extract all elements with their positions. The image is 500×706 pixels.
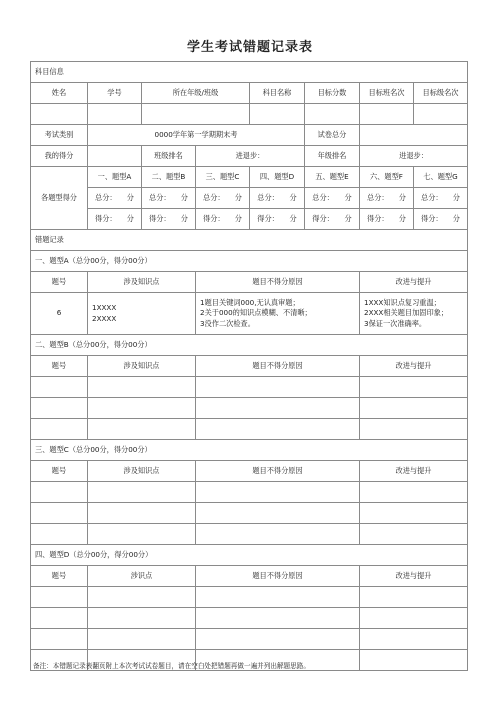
grade-class-field[interactable] [142, 104, 250, 125]
target-grade-rank-header: 目标级名次 [414, 83, 468, 104]
blank-row [31, 608, 468, 629]
subject-name-field[interactable] [250, 104, 305, 125]
section-title-d: 四、题型D（总分00分，得分00分） [31, 545, 468, 566]
blank-row [31, 587, 468, 608]
type-header-c: 三、题型C [196, 167, 250, 188]
type-total-cell[interactable]: 总分： 分 [250, 188, 305, 209]
type-got-cell[interactable]: 得分： 分 [142, 209, 196, 230]
error-record-table [30, 61, 468, 671]
type-total-cell[interactable]: 总分： 分 [414, 188, 468, 209]
type-got-cell[interactable]: 得分： 分 [250, 209, 305, 230]
subject-name-header: 科目名称 [250, 83, 305, 104]
page-title: 学生考试错题记录表 [186, 40, 313, 55]
footer-note: 备注：本错题记录表翻页附上本次考试试卷题目，请在空白处把错题再做一遍并列出解题思路。 [33, 662, 310, 670]
total-score-label: 试卷总分 [305, 125, 360, 146]
type-got-cell[interactable]: 得分： 分 [196, 209, 250, 230]
type-header-g: 七、题型G [414, 167, 468, 188]
target-score-header: 目标分数 [305, 83, 360, 104]
col-knowledge-header: 涉识点 [88, 566, 196, 587]
info-input-row [31, 104, 468, 125]
error-record-header: 错题记录 [31, 230, 468, 251]
target-class-rank-field[interactable] [360, 104, 414, 125]
grade-progress-label: 进退步： [360, 146, 468, 167]
column-header-row [31, 461, 468, 482]
blank-row [31, 629, 468, 650]
col-knowledge-header: 涉及知识点 [88, 356, 196, 377]
type-total-cell[interactable]: 总分： 分 [142, 188, 196, 209]
column-header-row [31, 356, 468, 377]
type-header-f: 六、题型F [360, 167, 414, 188]
total-score-field[interactable] [360, 125, 468, 146]
my-score-field[interactable] [88, 146, 142, 167]
student-id-field[interactable] [88, 104, 142, 125]
name-field[interactable] [31, 104, 88, 125]
col-reason-header: 题目不得分原因 [196, 356, 360, 377]
example-improve: 1XXX知识点复习重温； 2XXX相关题目加固印象； 3保证一次准确率。 [360, 293, 468, 335]
col-num-header: 题号 [31, 461, 88, 482]
type-got-cell[interactable]: 得分： 分 [360, 209, 414, 230]
target-grade-rank-field[interactable] [414, 104, 468, 125]
class-rank-label: 班级排名 [142, 146, 196, 167]
exam-type-label: 考试类别 [31, 125, 88, 146]
col-reason-header: 题目不得分原因 [196, 461, 360, 482]
col-num-header: 题号 [31, 566, 88, 587]
type-header-b: 二、题型B [142, 167, 196, 188]
type-got-cell[interactable]: 得分： 分 [305, 209, 360, 230]
col-knowledge-header: 涉及知识点 [88, 461, 196, 482]
my-score-label: 我的得分 [31, 146, 88, 167]
type-header-d: 四、题型D [250, 167, 305, 188]
col-improve-header: 改进与提升 [360, 272, 468, 293]
info-header-row [31, 83, 468, 104]
type-got-cell[interactable]: 得分： 分 [88, 209, 142, 230]
type-header-e: 五、题型E [305, 167, 360, 188]
col-knowledge-header: 涉及知识点 [88, 272, 196, 293]
blank-row [31, 419, 468, 440]
blank-row [31, 398, 468, 419]
blank-row [31, 524, 468, 545]
example-row [31, 293, 468, 335]
class-progress-label: 进退步： [196, 146, 305, 167]
type-got-cell[interactable]: 得分： 分 [414, 209, 468, 230]
col-improve-header: 改进与提升 [360, 356, 468, 377]
column-header-row [31, 566, 468, 587]
col-num-header: 题号 [31, 356, 88, 377]
name-header: 姓名 [31, 83, 88, 104]
blank-row [31, 482, 468, 503]
col-num-header: 题号 [31, 272, 88, 293]
grade-rank-label: 年级排名 [305, 146, 360, 167]
type-total-cell[interactable]: 总分： 分 [360, 188, 414, 209]
target-class-rank-header: 目标班名次 [360, 83, 414, 104]
per-type-score-label: 各题型得分 [31, 167, 88, 230]
subject-info-header: 科目信息 [31, 62, 468, 83]
column-header-row [31, 272, 468, 293]
example-num: 6 [31, 293, 88, 335]
section-title-c: 三、题型C（总分00分，得分00分） [31, 440, 468, 461]
blank-row [31, 503, 468, 524]
section-title-a: 一、题型A（总分00分，得分00分） [31, 251, 468, 272]
col-reason-header: 题目不得分原因 [196, 566, 360, 587]
section-title-b: 二、题型B（总分00分，得分00分） [31, 335, 468, 356]
student-id-header: 学号 [88, 83, 142, 104]
type-total-row [31, 188, 468, 209]
example-knowledge: 1XXXX 2XXXX [88, 293, 196, 335]
col-improve-header: 改进与提升 [360, 461, 468, 482]
type-got-row [31, 209, 468, 230]
exam-type-value: 0000学年第一学期期末考 [88, 125, 305, 146]
example-reason: 1题目关键词000,无认真审题； 2关于000的知识点模糊、不清晰； 3没作二次检查。 [196, 293, 360, 335]
type-total-cell[interactable]: 总分： 分 [305, 188, 360, 209]
type-total-cell[interactable]: 总分： 分 [88, 188, 142, 209]
col-improve-header: 改进与提升 [360, 566, 468, 587]
col-reason-header: 题目不得分原因 [196, 272, 360, 293]
target-score-field[interactable] [305, 104, 360, 125]
blank-row [31, 377, 468, 398]
type-header-a: 一、题型A [88, 167, 142, 188]
type-total-cell[interactable]: 总分： 分 [196, 188, 250, 209]
grade-class-header: 所在年级/班级 [142, 83, 250, 104]
